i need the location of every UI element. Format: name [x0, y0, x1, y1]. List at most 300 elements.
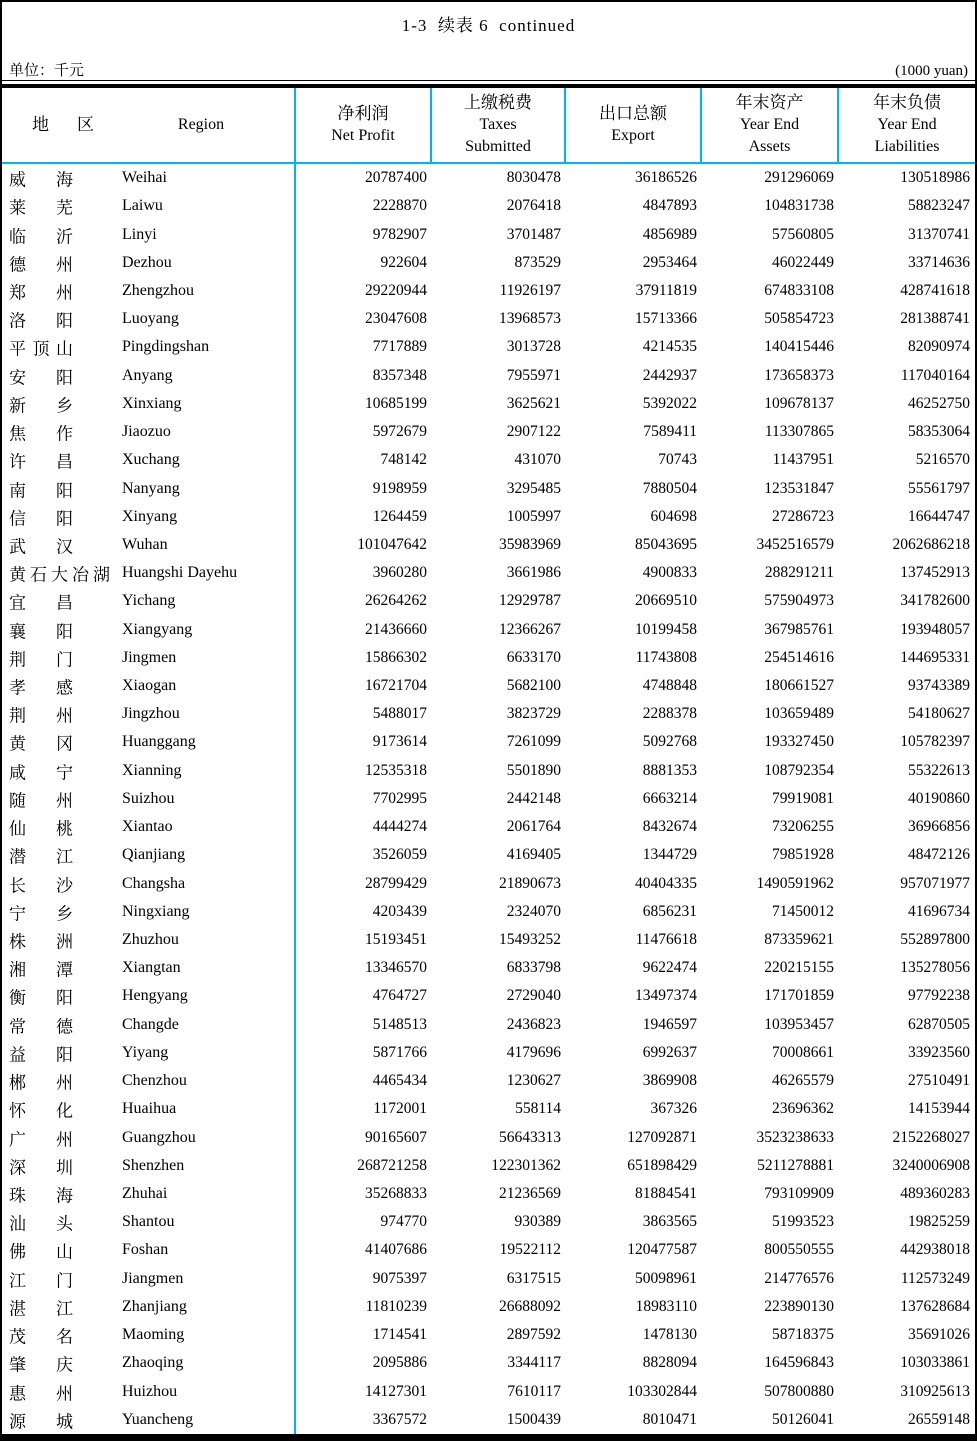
region-cell	[2, 644, 296, 672]
value-cell: 12929787	[499, 592, 561, 610]
page-title: 1-3 续表 6 continued	[401, 16, 576, 35]
value-cell: 2907122	[506, 423, 561, 441]
value-cell: 55322613	[908, 761, 970, 779]
header-label-zh: 年末负债	[873, 93, 941, 112]
region-name-en: Huangshi Dayehu	[122, 564, 238, 582]
value-cell: 6992637	[642, 1043, 697, 1061]
region-name-en: Hengyang	[122, 987, 188, 1005]
value-cell: 2442148	[506, 789, 561, 807]
value-cell: 6633170	[506, 648, 561, 666]
table-row	[2, 954, 975, 982]
value-cell: 1230627	[506, 1072, 561, 1090]
value-cell: 130518986	[900, 169, 970, 187]
region-cell	[2, 813, 296, 841]
unit-label-zh: 单位：千元	[9, 63, 85, 79]
value-cell: 505854723	[764, 310, 834, 328]
unit-row	[2, 60, 975, 81]
value-cell: 105782397	[900, 733, 970, 751]
value-cell: 5216570	[915, 451, 970, 469]
value-cell: 79851928	[772, 846, 834, 864]
value-cell: 7880504	[642, 479, 697, 497]
value-cell: 254514616	[764, 648, 834, 666]
region-name-zh: 信 阳	[9, 509, 73, 529]
value-cell: 10685199	[365, 394, 427, 412]
region-name-en: Yuancheng	[122, 1410, 194, 1428]
value-cell: 58823247	[908, 197, 970, 215]
table-body	[2, 164, 975, 1434]
region-name-zh: 德 州	[9, 255, 73, 275]
value-cell: 489360283	[900, 1184, 970, 1202]
table-row	[2, 531, 975, 559]
value-cell: 71450012	[772, 902, 834, 920]
region-name-en: Qianjiang	[122, 846, 186, 864]
region-cell	[2, 277, 296, 305]
value-cell: 1172001	[373, 1100, 427, 1118]
region-cell	[2, 1265, 296, 1293]
region-name-en: Xiantao	[122, 818, 173, 836]
value-cell: 5211278881	[757, 1156, 834, 1174]
region-name-zh: 莱 芜	[9, 198, 73, 218]
value-cell: 50098961	[635, 1269, 697, 1287]
table-row	[2, 982, 975, 1010]
value-cell: 3240006908	[892, 1156, 970, 1174]
value-cell: 33714636	[908, 253, 970, 271]
value-cell: 12535318	[365, 761, 427, 779]
value-cell: 123531847	[764, 479, 834, 497]
header-cell	[839, 88, 975, 162]
value-cell: 140415446	[764, 338, 834, 356]
value-cell: 137452913	[900, 564, 970, 582]
region-name-zh: 深 圳	[9, 1158, 73, 1178]
region-name-en: Jiaozuo	[122, 423, 171, 441]
header-label-zh: 上缴税费	[464, 93, 532, 112]
region-cell	[2, 954, 296, 982]
value-cell: 35691026	[908, 1326, 970, 1344]
value-cell: 367326	[650, 1100, 697, 1118]
value-cell: 2324070	[506, 902, 561, 920]
value-cell: 28799429	[365, 874, 427, 892]
value-cell: 10199458	[635, 620, 697, 638]
region-cell	[2, 616, 296, 644]
region-name-en: Changde	[122, 1015, 179, 1033]
value-cell: 1500439	[506, 1410, 561, 1428]
region-name-en: Yiyang	[122, 1043, 169, 1061]
value-cell: 51993523	[772, 1213, 834, 1231]
table-row	[2, 249, 975, 277]
value-cell: 20669510	[635, 592, 697, 610]
value-cell: 7955971	[506, 366, 561, 384]
region-name-zh: 衡 阳	[9, 988, 73, 1008]
region-cell	[2, 1123, 296, 1151]
value-cell: 26688092	[499, 1297, 561, 1315]
value-cell: 604698	[650, 507, 697, 525]
value-cell: 113307865	[764, 423, 834, 441]
value-cell: 220215155	[764, 959, 834, 977]
region-name-zh: 洛 阳	[9, 311, 73, 331]
value-cell: 23696362	[772, 1100, 834, 1118]
value-cell: 5092768	[642, 733, 697, 751]
value-cell: 180661527	[764, 677, 834, 695]
header-label-zh: 年末资产	[735, 93, 804, 112]
value-cell: 13497374	[635, 987, 697, 1005]
value-cell: 2228870	[372, 197, 427, 215]
table-row	[2, 644, 975, 672]
header-cell	[566, 88, 702, 162]
region-name-en: Xinyang	[122, 507, 178, 525]
region-cell	[2, 220, 296, 248]
region-name-zh: 郴 州	[9, 1073, 73, 1093]
region-name-zh: 佛 山	[9, 1242, 73, 1262]
region-cell	[2, 785, 296, 813]
value-cell: 507800880	[764, 1382, 834, 1400]
region-name-zh: 惠 州	[9, 1384, 73, 1404]
table-row	[2, 418, 975, 446]
region-name-zh: 孝 感	[9, 678, 73, 698]
value-cell: 3344117	[507, 1354, 561, 1372]
value-cell: 144695331	[900, 648, 970, 666]
value-cell: 48472126	[908, 846, 970, 864]
value-cell: 2953464	[642, 253, 697, 271]
value-cell: 21436660	[365, 620, 427, 638]
region-name-en: Linyi	[122, 225, 157, 243]
header-label-en: Export	[611, 127, 655, 144]
region-cell	[2, 898, 296, 926]
region-name-zh: 威 海	[9, 170, 73, 190]
value-cell: 37911819	[635, 281, 697, 299]
table-row	[2, 757, 975, 785]
region-name-zh: 长 沙	[9, 876, 73, 896]
table-row	[2, 1321, 975, 1349]
region-name-zh: 肇 庆	[9, 1355, 73, 1375]
region-name-zh: 武 汉	[9, 537, 73, 557]
value-cell: 35268833	[365, 1184, 427, 1202]
table-row	[2, 1236, 975, 1264]
value-cell: 9622474	[642, 959, 697, 977]
table-bottom-rule	[2, 1434, 975, 1439]
value-cell: 3960280	[372, 564, 427, 582]
value-cell: 54180627	[908, 705, 970, 723]
region-name-en: Suizhou	[122, 789, 175, 807]
value-cell: 922604	[380, 253, 427, 271]
table-row	[2, 1265, 975, 1293]
value-cell: 112573249	[900, 1269, 970, 1287]
value-cell: 674833108	[764, 281, 834, 299]
value-cell: 2152268027	[892, 1128, 970, 1146]
region-name-en: Dezhou	[122, 253, 172, 271]
region-name-zh: 安 阳	[9, 368, 73, 388]
region-name-en: Zhuhai	[122, 1184, 168, 1202]
value-cell: 8030478	[506, 169, 561, 187]
value-cell: 793109909	[764, 1184, 834, 1202]
region-cell	[2, 1039, 296, 1067]
header-label-en: Net Profit	[331, 127, 395, 144]
region-name-zh: 黄 冈	[9, 734, 73, 754]
table-row	[2, 305, 975, 333]
table-row	[2, 1208, 975, 1236]
region-name-zh: 随 州	[9, 791, 73, 811]
region-name-en: Xinxiang	[122, 394, 182, 412]
header-label-en: Taxes	[479, 116, 517, 133]
value-cell: 4847893	[642, 197, 697, 215]
value-cell: 2436823	[506, 1015, 561, 1033]
value-cell: 2897592	[506, 1326, 561, 1344]
value-cell: 103659489	[764, 705, 834, 723]
region-name-en: Zhengzhou	[122, 281, 194, 299]
value-cell: 108792354	[764, 761, 834, 779]
value-cell: 1005997	[506, 507, 561, 525]
region-name-zh: 汕 头	[9, 1214, 73, 1234]
table-row	[2, 813, 975, 841]
value-cell: 14127301	[365, 1382, 427, 1400]
value-cell: 90165607	[365, 1128, 427, 1146]
region-name-en: Guangzhou	[122, 1128, 196, 1146]
value-cell: 15493252	[499, 931, 561, 949]
value-cell: 873529	[514, 253, 561, 271]
value-cell: 85043695	[635, 535, 697, 553]
region-name-zh: 广 州	[9, 1130, 73, 1150]
value-cell: 41696734	[908, 902, 970, 920]
table-row	[2, 1293, 975, 1321]
value-cell: 9782907	[372, 225, 427, 243]
region-name-en: Shantou	[122, 1213, 175, 1231]
value-cell: 20787400	[365, 169, 427, 187]
value-cell: 11926197	[499, 281, 561, 299]
value-cell: 193948057	[900, 620, 970, 638]
value-cell: 36186526	[635, 169, 697, 187]
region-name-en: Maoming	[122, 1326, 185, 1344]
value-cell: 82090974	[908, 338, 970, 356]
value-cell: 4465434	[372, 1072, 427, 1090]
region-name-zh: 常 德	[9, 1017, 73, 1037]
region-name-en: Shenzhen	[122, 1156, 185, 1174]
region-cell	[2, 757, 296, 785]
value-cell: 4900833	[642, 564, 697, 582]
value-cell: 58353064	[908, 423, 970, 441]
table-row	[2, 1011, 975, 1039]
value-cell: 4856989	[642, 225, 697, 243]
value-cell: 2288378	[642, 705, 697, 723]
unit-label-en: (1000 yuan)	[895, 63, 968, 79]
value-cell: 104831738	[764, 197, 834, 215]
region-zh-label: 地 区	[32, 115, 94, 134]
value-cell: 6317515	[506, 1269, 561, 1287]
value-cell: 137628684	[900, 1297, 970, 1315]
region-name-en: Jingmen	[122, 648, 177, 666]
header-label-en: Liabilities	[874, 138, 940, 155]
value-cell: 93743389	[908, 677, 970, 695]
value-cell: 2095886	[372, 1354, 427, 1372]
value-cell: 974770	[380, 1213, 427, 1231]
region-name-zh: 宜 昌	[9, 593, 73, 613]
value-cell: 27510491	[908, 1072, 970, 1090]
value-cell: 288291211	[764, 564, 834, 582]
value-cell: 46022449	[772, 253, 834, 271]
value-cell: 56643313	[499, 1128, 561, 1146]
value-cell: 9075397	[372, 1269, 427, 1287]
value-cell: 4203439	[372, 902, 427, 920]
value-cell: 58718375	[772, 1326, 834, 1344]
value-cell: 2729040	[506, 987, 561, 1005]
value-cell: 173658373	[764, 366, 834, 384]
value-cell: 4214535	[642, 338, 697, 356]
region-name-en: Pingdingshan	[122, 338, 210, 356]
value-cell: 800550555	[764, 1241, 834, 1259]
region-name-en: Weihai	[122, 169, 167, 187]
region-cell	[2, 192, 296, 220]
table-row	[2, 841, 975, 869]
region-name-zh: 宁 乡	[9, 904, 73, 924]
value-cell: 8432674	[642, 818, 697, 836]
value-cell: 3869908	[642, 1072, 697, 1090]
region-name-en: Ningxiang	[122, 902, 190, 920]
value-cell: 18983110	[635, 1297, 697, 1315]
value-cell: 651898429	[627, 1156, 697, 1174]
value-cell: 6856231	[642, 902, 697, 920]
region-name-zh: 江 门	[9, 1271, 73, 1291]
value-cell: 73206255	[772, 818, 834, 836]
value-cell: 57560805	[772, 225, 834, 243]
region-cell	[2, 841, 296, 869]
region-name-en: Huizhou	[122, 1382, 178, 1400]
value-cell: 5871766	[372, 1043, 427, 1061]
value-cell: 7702995	[372, 789, 427, 807]
region-name-en: Xiangyang	[122, 620, 193, 638]
table-row	[2, 1180, 975, 1208]
region-cell	[2, 390, 296, 418]
value-cell: 122301362	[491, 1156, 561, 1174]
region-name-en: Luoyang	[122, 310, 179, 328]
region-cell	[2, 446, 296, 474]
region-cell	[2, 559, 296, 587]
header-cell-region	[2, 88, 296, 162]
region-name-zh: 南 阳	[9, 481, 73, 501]
region-name-zh: 仙 桃	[9, 819, 73, 839]
value-cell: 97792238	[908, 987, 970, 1005]
value-cell: 367985761	[764, 620, 834, 638]
region-cell	[2, 926, 296, 954]
value-cell: 1478130	[642, 1326, 697, 1344]
value-cell: 101047642	[357, 535, 427, 553]
table-row	[2, 587, 975, 615]
region-cell	[2, 1208, 296, 1236]
region-name-zh: 湛 江	[9, 1299, 73, 1319]
value-cell: 2061764	[506, 818, 561, 836]
value-cell: 9173614	[372, 733, 427, 751]
header-label-zh: 出口总额	[599, 104, 667, 123]
region-name-en: Yichang	[122, 592, 176, 610]
value-cell: 5392022	[642, 394, 697, 412]
value-cell: 16644747	[908, 507, 970, 525]
value-cell: 281388741	[900, 310, 970, 328]
region-en-label: Region	[177, 116, 225, 133]
region-cell	[2, 1095, 296, 1123]
header-label-en: Year End	[739, 116, 800, 133]
value-cell: 5682100	[506, 677, 561, 695]
value-cell: 103953457	[764, 1015, 834, 1033]
region-name-zh: 怀 化	[9, 1101, 73, 1121]
region-name-zh: 咸 宁	[9, 763, 73, 783]
region-name-en: Changsha	[122, 874, 186, 892]
region-cell	[2, 869, 296, 897]
table-row	[2, 1123, 975, 1151]
value-cell: 1946597	[642, 1015, 697, 1033]
value-cell: 748142	[380, 451, 427, 469]
table-row	[2, 333, 975, 361]
region-cell	[2, 1321, 296, 1349]
value-cell: 19522112	[499, 1241, 561, 1259]
header-cell	[296, 88, 432, 162]
table-row	[2, 559, 975, 587]
value-cell: 552897800	[900, 931, 970, 949]
region-name-zh: 株 洲	[9, 932, 73, 952]
value-cell: 81884541	[635, 1184, 697, 1202]
value-cell: 1714541	[372, 1326, 427, 1344]
region-cell	[2, 474, 296, 502]
value-cell: 9198959	[372, 479, 427, 497]
value-cell: 428741618	[900, 281, 970, 299]
value-cell: 16721704	[365, 677, 427, 695]
region-name-en: Jingzhou	[122, 705, 180, 723]
region-cell	[2, 418, 296, 446]
value-cell: 8010471	[642, 1410, 697, 1428]
region-name-zh: 湘 潭	[9, 960, 73, 980]
value-cell: 13968573	[499, 310, 561, 328]
value-cell: 3295485	[506, 479, 561, 497]
table-row	[2, 1067, 975, 1095]
value-cell: 55561797	[908, 479, 970, 497]
table-row	[2, 446, 975, 474]
region-name-en: Zhanjiang	[122, 1297, 187, 1315]
value-cell: 31370741	[908, 225, 970, 243]
value-cell: 11437951	[772, 451, 834, 469]
region-cell	[2, 1236, 296, 1264]
value-cell: 109678137	[764, 394, 834, 412]
value-cell: 127092871	[627, 1128, 697, 1146]
value-cell: 103033861	[900, 1354, 970, 1372]
value-cell: 2062686218	[892, 535, 970, 553]
region-cell	[2, 333, 296, 361]
region-cell	[2, 1152, 296, 1180]
region-cell	[2, 503, 296, 531]
region-cell	[2, 1406, 296, 1434]
value-cell: 4748848	[642, 677, 697, 695]
table-row	[2, 1152, 975, 1180]
table-row	[2, 785, 975, 813]
table-row	[2, 192, 975, 220]
value-cell: 4764727	[372, 987, 427, 1005]
value-cell: 341782600	[900, 592, 970, 610]
table-row	[2, 1349, 975, 1377]
header-cell	[702, 88, 839, 162]
value-cell: 431070	[514, 451, 561, 469]
region-name-zh: 许 昌	[9, 452, 73, 472]
region-cell	[2, 728, 296, 756]
region-cell	[2, 672, 296, 700]
region-name-en: Xianning	[122, 761, 182, 779]
value-cell: 3523238633	[756, 1128, 834, 1146]
value-cell: 7717889	[372, 338, 427, 356]
value-cell: 26559148	[908, 1410, 970, 1428]
region-name-zh: 荆 州	[9, 706, 73, 726]
value-cell: 70008661	[772, 1043, 834, 1061]
value-cell: 193327450	[764, 733, 834, 751]
value-cell: 5488017	[372, 705, 427, 723]
value-cell: 6663214	[642, 789, 697, 807]
value-cell: 14153944	[908, 1100, 970, 1118]
table-row	[2, 898, 975, 926]
region-cell	[2, 249, 296, 277]
table-row	[2, 1377, 975, 1405]
